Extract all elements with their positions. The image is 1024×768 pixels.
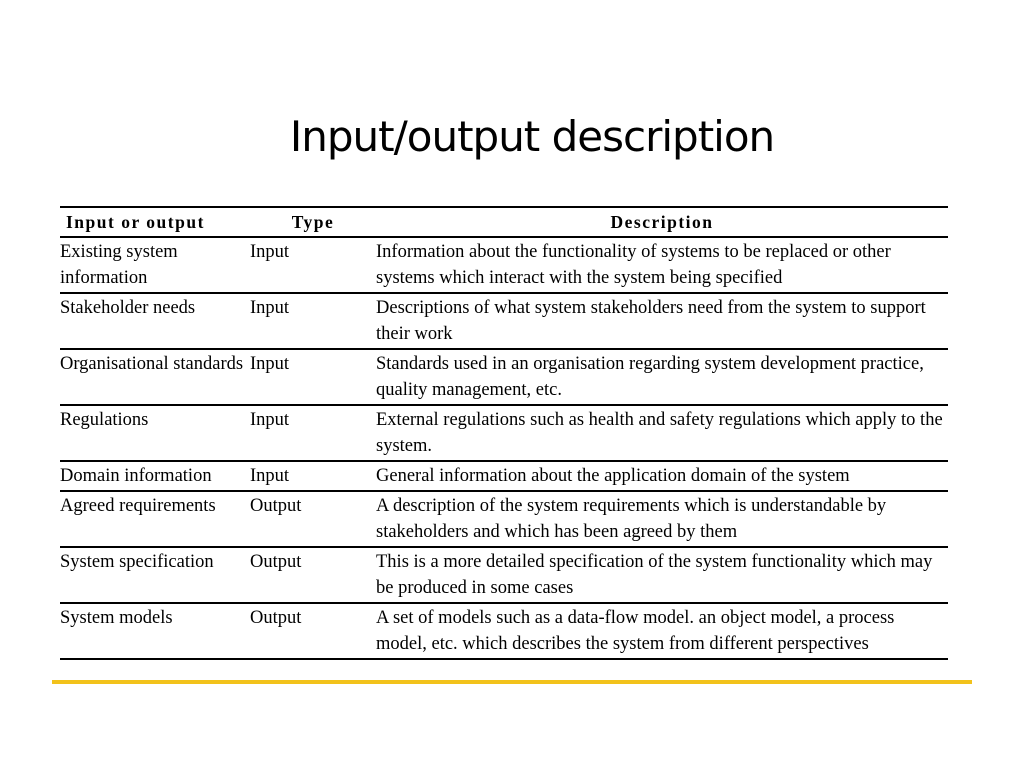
cell-description: Standards used in an organisation regarding system development practice, quality management, etc. [376, 349, 948, 405]
cell-description: A description of the system requirements which is understandable by stakeholders and which has been agreed by them [376, 491, 948, 547]
cell-name: Domain information [60, 461, 250, 491]
cell-type: Input [250, 405, 376, 461]
cell-name: Existing system information [60, 237, 250, 293]
table-row [60, 603, 948, 659]
cell-type: Input [250, 293, 376, 349]
header-input-or-output: Input or output [60, 207, 250, 237]
cell-description: Descriptions of what system stakeholders need from the system to support their work [376, 293, 948, 349]
header-type: Type [250, 207, 376, 237]
table-row [60, 237, 948, 293]
table-header-row [60, 207, 948, 237]
cell-name: Agreed requirements [60, 491, 250, 547]
cell-description: External regulations such as health and safety regulations which apply to the system. [376, 405, 948, 461]
table-row [60, 491, 948, 547]
cell-type: Output [250, 547, 376, 603]
cell-name: System specification [60, 547, 250, 603]
cell-name: Stakeholder needs [60, 293, 250, 349]
cell-description: Information about the functionality of systems to be replaced or other systems which interact with the system being specified [376, 237, 948, 293]
cell-type: Input [250, 349, 376, 405]
cell-name: Organisational standards [60, 349, 250, 405]
cell-type: Output [250, 603, 376, 659]
table-row [60, 405, 948, 461]
table-row [60, 293, 948, 349]
table-row [60, 547, 948, 603]
io-description-table [60, 206, 948, 660]
table-row [60, 349, 948, 405]
cell-name: System models [60, 603, 250, 659]
cell-type: Output [250, 491, 376, 547]
cell-name: Regulations [60, 405, 250, 461]
cell-description: This is a more detailed specification of the system functionality which may be produced in some cases [376, 547, 948, 603]
header-description: Description [376, 207, 948, 237]
cell-type: Input [250, 237, 376, 293]
cell-description: A set of models such as a data-flow model. an object model, a process model, etc. which describes the system from different perspectives [376, 603, 948, 659]
cell-description: General information about the application domain of the system [376, 461, 948, 491]
table-row [60, 461, 948, 491]
accent-divider-line [52, 680, 972, 684]
slide-title: Input/output description [289, 112, 775, 161]
cell-type: Input [250, 461, 376, 491]
